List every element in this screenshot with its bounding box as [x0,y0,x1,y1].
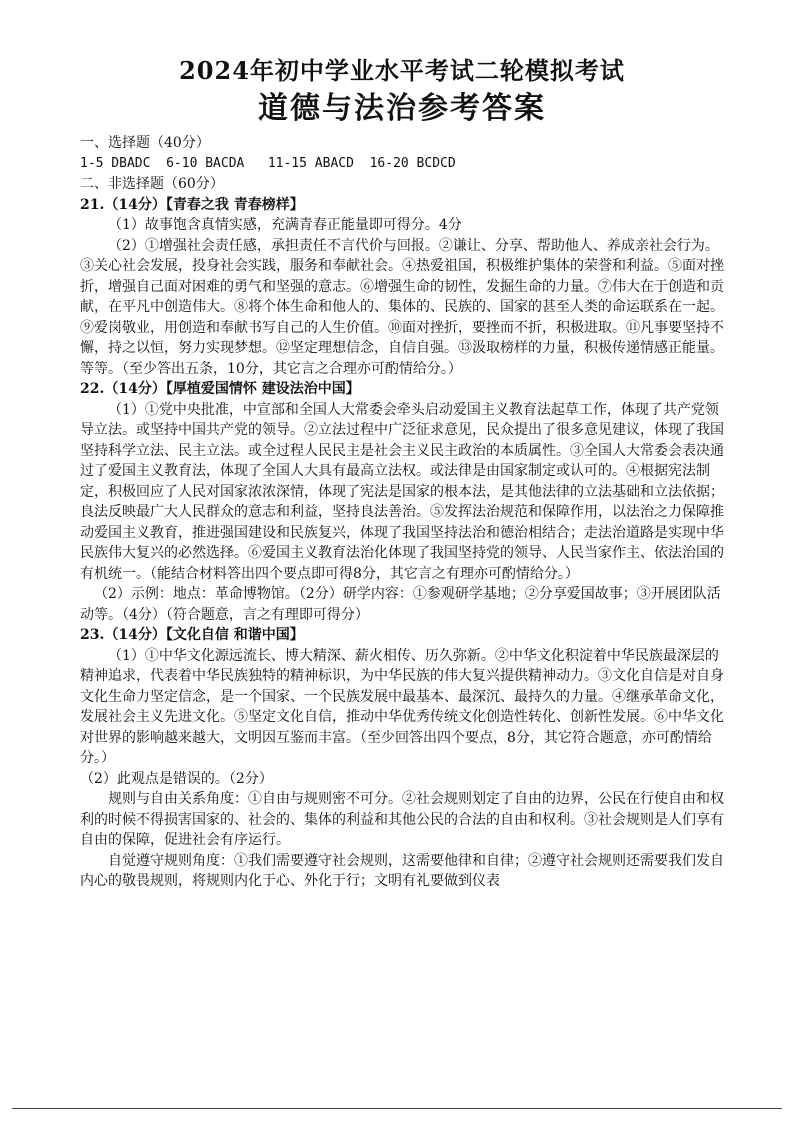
q22-heading: 22.（14分）【厚植爱国情怀 建设法治中国】 [80,381,360,397]
page-bottom-rule [12,1108,782,1109]
q23-part3: 规则与自由关系角度：①自由与规则密不可分。②社会规则划定了自由的边界，公民在行使自由和权利的时候不得损害国家的、社会的、集体的利益和其他公民的合法的自由和权利。③社会规则是人们享有自由的保障，促进社会有序运行。 [80,791,724,848]
q22-part2: （2）示例：地点：革命博物馆。（2分）研学内容：①参观研学基地；②分享爱国故事；③开展团队活动等。（4分）（符合题意，言之有理即可得分） [80,586,721,623]
section-2-heading: 二、非选择题（60分） [80,176,224,192]
q21-part2: （2）①增强社会责任感，承担责任不言代价与回报。②谦让、分享、帮助他人、养成亲社会行为。③关心社会发展，投身社会实践，服务和奉献社会。④热爱祖国，积极维护集体的荣誉和利益。⑤面对挫折，增强自己面对困难的勇气和坚强的意志。⑥增强生命的韧性，发掘生命的力量。⑦伟大在于创造和贡献，在平凡中创造伟大。⑧将个体生命和他人的、集体的、民族的、国家的甚至人类的命运联系在一起。⑨爱岗敬业，用创造和奉献书写自己的人生价值。⑩面对挫折，要挫而不折，积极进取。⑪凡事要坚持不懈，持之以恒，努力实现梦想。⑫坚定理想信念，自信自强。⑬汲取榜样的力量，积极传递情感正能量。等等。（至少答出五条，10分，其它言之合理亦可酌情给分。） [80,237,724,377]
q23-part4: 自觉遵守规则角度：①我们需要遵守社会规则，这需要他律和自律；②遵守社会规则还需要我们发自内心的敬畏规则，将规则内化于心、外化于行；文明有礼要做到仪表 [80,852,724,889]
q23-part1: （1）①中华文化源远流长、博大精深、薪火相传、历久弥新。②中华文化积淀着中华民族最深层的精神追求，代表着中华民族独特的精神标识，为中华民族的伟大复兴提供精神动力。③文化自信是对自身文化生命力坚定信念，是一个国家、一个民族发展中最基本、最深沉、最持久的力量。④继承革命文化，发展社会主义先进文化。⑤坚定文化自信，推动中华优秀传统文化创造性转化、创新性发展。⑥中华文化对世界的影响越来越大，文明因互鉴而丰富。（至少回答出四个要点，8分，其它符合题意，亦可酌情给分。） [80,647,724,766]
multiple-choice-answers: 1-5 DBADC 6-10 BACDA 11-15 ABACD 16-20 BCDCD [80,155,456,171]
q23-heading: 23.（14分）【文化自信 和谐中国】 [80,627,304,643]
answer-key-title: 道德与法治参考答案 [258,91,546,126]
q22-part1: （1）①党中央批准，中宣部和全国人大常委会牵头启动爱国主义教育法起草工作，体现了共产党领导立法。或坚持中国共产党的领导。②立法过程中广泛征求意见，民众提出了很多意见建议，体现了我国坚持科学立法、民主立法。或全过程人民民主是社会主义民主政治的本质属性。③全国人大常委会表决通过了爱国主义教育法，体现了全国人大具有最高立法权。或法律是由国家制定或认可的。④根据宪法制定，积极回应了人民对国家浓浓深情，体现了宪法是国家的根本法，是其他法律的立法基础和立法依据；良法反映最广大人民群众的意志和利益，坚持良法善治。⑤发挥法治规范和保障作用，以法治之力保障推动爱国主义教育，推进强国建设和民族复兴，体现了我国坚持法治和德治相结合；走法治道路是实现中华民族伟大复兴的必然选择。⑥爱国主义教育法治化体现了我国坚持党的领导、人民当家作主、依法治国的有机统一。（能结合材料答出四个要点即可得8分，其它言之有理亦可酌情给分。） [80,401,724,582]
exam-title: 2024年初中学业水平考试二轮模拟考试 [179,56,625,85]
section-1-heading: 一、选择题（40分） [80,135,210,151]
q21-part1: （1）故事饱含真情实感，充满青春正能量即可得分。4分 [108,217,462,233]
q21-heading: 21.（14分）【青春之我 青春榜样】 [80,196,304,213]
q23-part2: （2）此观点是错误的。（2分） [80,770,273,787]
